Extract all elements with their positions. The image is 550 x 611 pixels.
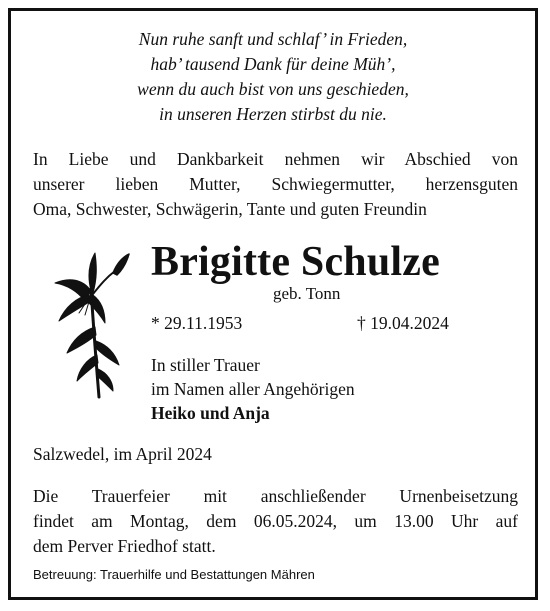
- poem-line: in unseren Herzen stirbst du nie.: [159, 104, 387, 124]
- mourners-names: Heiko und Anja: [151, 403, 270, 423]
- intro-line: unserer lieben Mutter, Schwiegermutter, herzensguten: [33, 174, 518, 194]
- deceased-name: Brigitte Schulze: [151, 239, 440, 285]
- mourners-block: [151, 353, 355, 425]
- birth-date: * 29.11.1953: [151, 313, 243, 333]
- mourners-line: In stiller Trauer: [151, 355, 260, 375]
- intro-line: In Liebe und Dankbarkeit nehmen wir Abschied von: [33, 149, 518, 169]
- poem-line: Nun ruhe sanft und schlaf’ in Frieden,: [138, 29, 408, 49]
- place-date: Salzwedel, im April 2024: [33, 444, 212, 464]
- mourners-line: im Namen aller Angehörigen: [151, 379, 355, 399]
- farewell-intro: [33, 147, 518, 222]
- lily-flower-icon: [33, 249, 143, 399]
- poem-line: wenn du auch bist von uns geschieden,: [137, 79, 409, 99]
- death-date: † 19.04.2024: [357, 313, 449, 333]
- service-line: dem Perver Friedhof statt.: [33, 536, 216, 556]
- funeral-care-credit: Betreuung: Trauerhilfe und Bestattungen Mähren: [33, 567, 315, 582]
- service-line: Die Trauerfeier mit anschließender Urnenbeisetzung: [33, 486, 518, 506]
- intro-line: Oma, Schwester, Schwägerin, Tante und guten Freundin: [33, 199, 427, 219]
- obituary-frame: [8, 8, 538, 600]
- memorial-poem: [11, 27, 535, 127]
- poem-line: hab’ tausend Dank für deine Müh’,: [150, 54, 396, 74]
- funeral-service-info: [33, 484, 518, 559]
- maiden-name: geb. Tonn: [273, 284, 341, 303]
- service-line: findet am Montag, dem 06.05.2024, um 13.00 Uhr auf: [33, 511, 518, 531]
